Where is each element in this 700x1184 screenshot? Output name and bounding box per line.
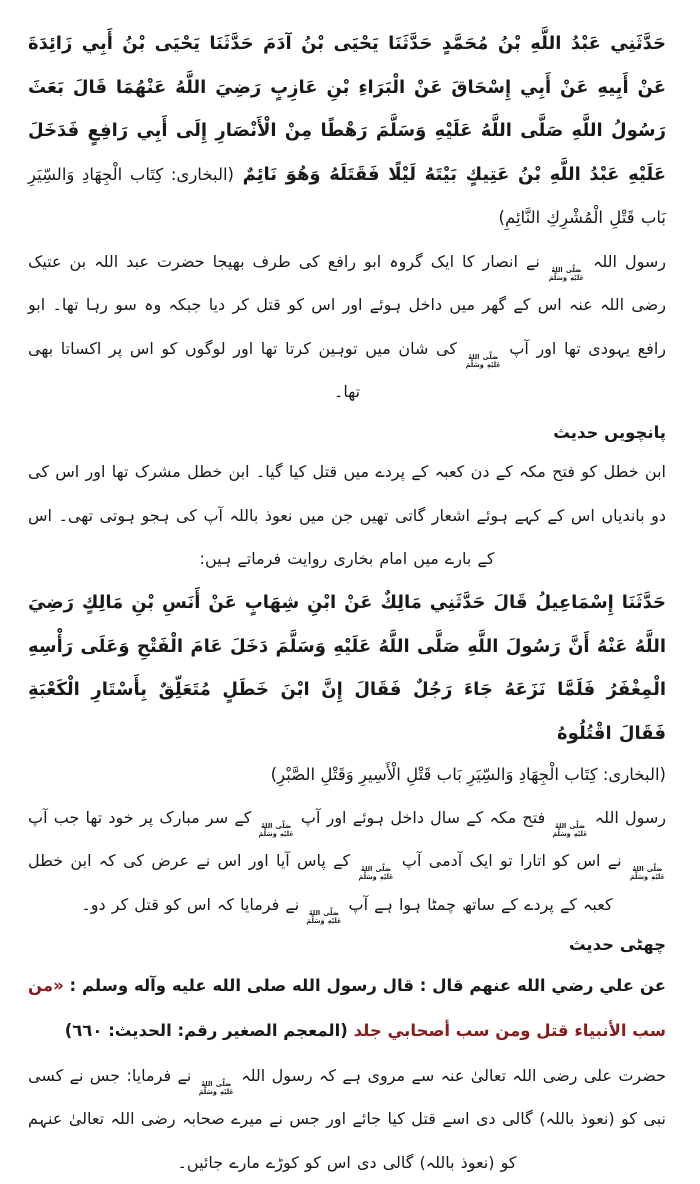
text-segment: کی شان میں توہین کرتا تھا اور لوگوں کو اس پر اکساتا بھی تھا۔ [28,338,465,402]
hadith-5-matn: حَدَّثَنَا إِسْمَاعِيلُ قَالَ حَدَّثَنِي مَالِكٌ عَنْ ابْنِ شِهَابٍ عَنْ أَنَسِ بْنِ مَالِكٍ رَضِيَ اللَّهُ عَنْهُ أَنَّ رَسُولَ اللَّهِ صَلَّى اللَّهُ عَلَيْهِ وَسَلَّمَ دَخَلَ عَامَ الْفَتْحِ وَعَلَى رَأْسِهِ الْمِغْفَرُ فَلَمَّا نَزَعَهُ جَاءَ رَجُلٌ فَقَالَ إِنَّ ابْنَ خَطَلٍ مُتَعَلِّقٌ بِأَسْتَارِ الْكَعْبَةِ فَقَالَ اقْتُلُوهُ [28,591,666,744]
hadith-5-intro-urdu [28,450,666,581]
hadith-5-arabic-text [28,581,666,755]
hadith-4-arabic-text [28,22,666,240]
hadith-6-matn-quote: «من سب الأنبياء قتل ومن سب أصحابي جلد [28,975,666,1041]
hadith-5-citation-line: (البخارى: كِتَاب الْجِهَادِ وَالسِّيَرِ بَاب قَتْلِ الْأَسِيرِ وَقَتْلِ الصَّبْرِ) [270,765,666,785]
fifth-hadith-heading: پانچویں حدیث [553,422,666,442]
text-segment: کے سر مبارک پر خود تھا جب آپ [28,807,258,827]
honorific-saw-symbol: صَلَّى اللهُ عَلَيْهِ وَسَلَّمَ [306,908,342,925]
honorific-saw-symbol: صَلَّى اللهُ عَلَيْهِ وَسَلَّمَ [258,821,294,838]
text-segment: نے انصار کا ایک گروہ ابو رافع کی طرف بھیجا حضرت عبد اللہ بن عتیک رضی اللہ عنہ اس کے گھر میں داخل ہوئے اور اس کو قتل کر دیا جبکہ وہ سو رہا تھا۔ ابو رافع یہودی تھا اور آپ [28,251,666,358]
text-segment: حضرت علی رضی اللہ تعالیٰ عنہ سے مروی ہے کہ رسول اللہ [234,1065,666,1085]
hadith-5-urdu-translation [28,796,666,927]
hadith-4-urdu-translation [28,240,666,414]
text-segment: رسول اللہ [584,251,666,271]
hadith-6-isnad: عن علي رضي الله عنهم قال : قال رسول الله صلى الله عليه وآله وسلم : [63,975,666,995]
honorific-saw-symbol: صَلَّى اللهُ عَلَيْهِ وَسَلَّمَ [198,1079,234,1096]
honorific-saw-symbol: صَلَّى اللهُ عَلَيْهِ وَسَلَّمَ [552,821,588,838]
text-segment: رسول اللہ [588,807,667,827]
text-segment: کے پاس آیا اور اس نے عرض کی کہ ابن خطل کعبہ کے پردے کے ساتھ چمٹا ہوا ہے آپ [28,851,613,914]
text-segment: نے اس کو اتارا تو ایک آدمی آپ [394,851,629,871]
text-segment: نے فرمایا کہ اس کو قتل کر دو۔ [81,894,306,914]
hadith-4-matn: حَدَّثَنِي عَبْدُ اللَّهِ بْنُ مُحَمَّدٍ حَدَّثَنَا يَحْيَى بْنُ آدَمَ حَدَّثَنَا يَحْيَى بْنُ أَبِي زَائِدَةَ عَنْ أَبِيهِ عَنْ أَبِي إِسْحَاقَ عَنْ الْبَرَاءِ بْنِ عَازِبٍ رَضِيَ اللَّهُ عَنْهُمَا قَالَ بَعَثَ رَسُولُ اللَّهِ صَلَّى اللَّهُ عَلَيْهِ وَسَلَّمَ رَهْطًا مِنْ الْأَنْصَارِ إِلَى أَبِي رَافِعٍ فَدَخَلَ عَلَيْهِ عَبْدُ اللَّهِ بْنُ عَتِيكٍ بَيْتَهُ لَيْلًا فَقَتَلَهُ وَهُوَ نَائِمٌ [28,33,666,185]
hadith-4-citation: (البخارى: كِتَاب الْجِهَادِ وَالسِّيَرِ بَاب قَتْلِ الْمُشْرِكِ النَّائِمِ) [28,164,666,228]
text-segment: ابن خطل کو فتح مکہ کے دن کعبہ کے پردے میں قتل کیا گیا۔ ابن خطل مشرک تھا اور اس کی دو باندیاں اس کے کہے ہوئے اشعار گاتی تھیں جن میں نعوذ باللہ آپ کی ہجو ہوتی تھی۔ اس کے بارے میں امام بخاری روایت فرماتے ہیں: [28,462,666,569]
text-segment: فتح مکہ کے سال داخل ہوئے اور آپ [294,807,552,827]
honorific-saw-symbol: صَلَّى اللهُ عَلَيْهِ وَسَلَّمَ [358,865,394,882]
honorific-saw-symbol: صَلَّى اللهُ عَلَيْهِ وَسَلَّمَ [629,865,665,882]
hadith-6-arabic-text [28,963,666,1054]
hadith-6-urdu-translation [28,1054,666,1184]
honorific-saw-symbol: صَلَّى اللهُ عَلَيْهِ وَسَلَّمَ [465,352,501,369]
hadith-6-citation: (المعجم الصغير رقم: الحديث: ٦٦٠) [64,1021,354,1041]
honorific-saw-symbol: صَلَّى اللهُ عَلَيْهِ وَسَلَّمَ [548,265,584,282]
sixth-hadith-heading: چھٹی حدیث [568,935,666,955]
text-segment: نے فرمایا: جس نے کسی نبی کو (نعوذ باللہ) گالی دی اسے قتل کیا جائے اور جس نے میرے صحابہ رضی اللہ تعالیٰ عنہم کو (نعوذ باللہ) گالی دی اس کو کوڑے مارے جائیں۔ [28,1065,666,1172]
